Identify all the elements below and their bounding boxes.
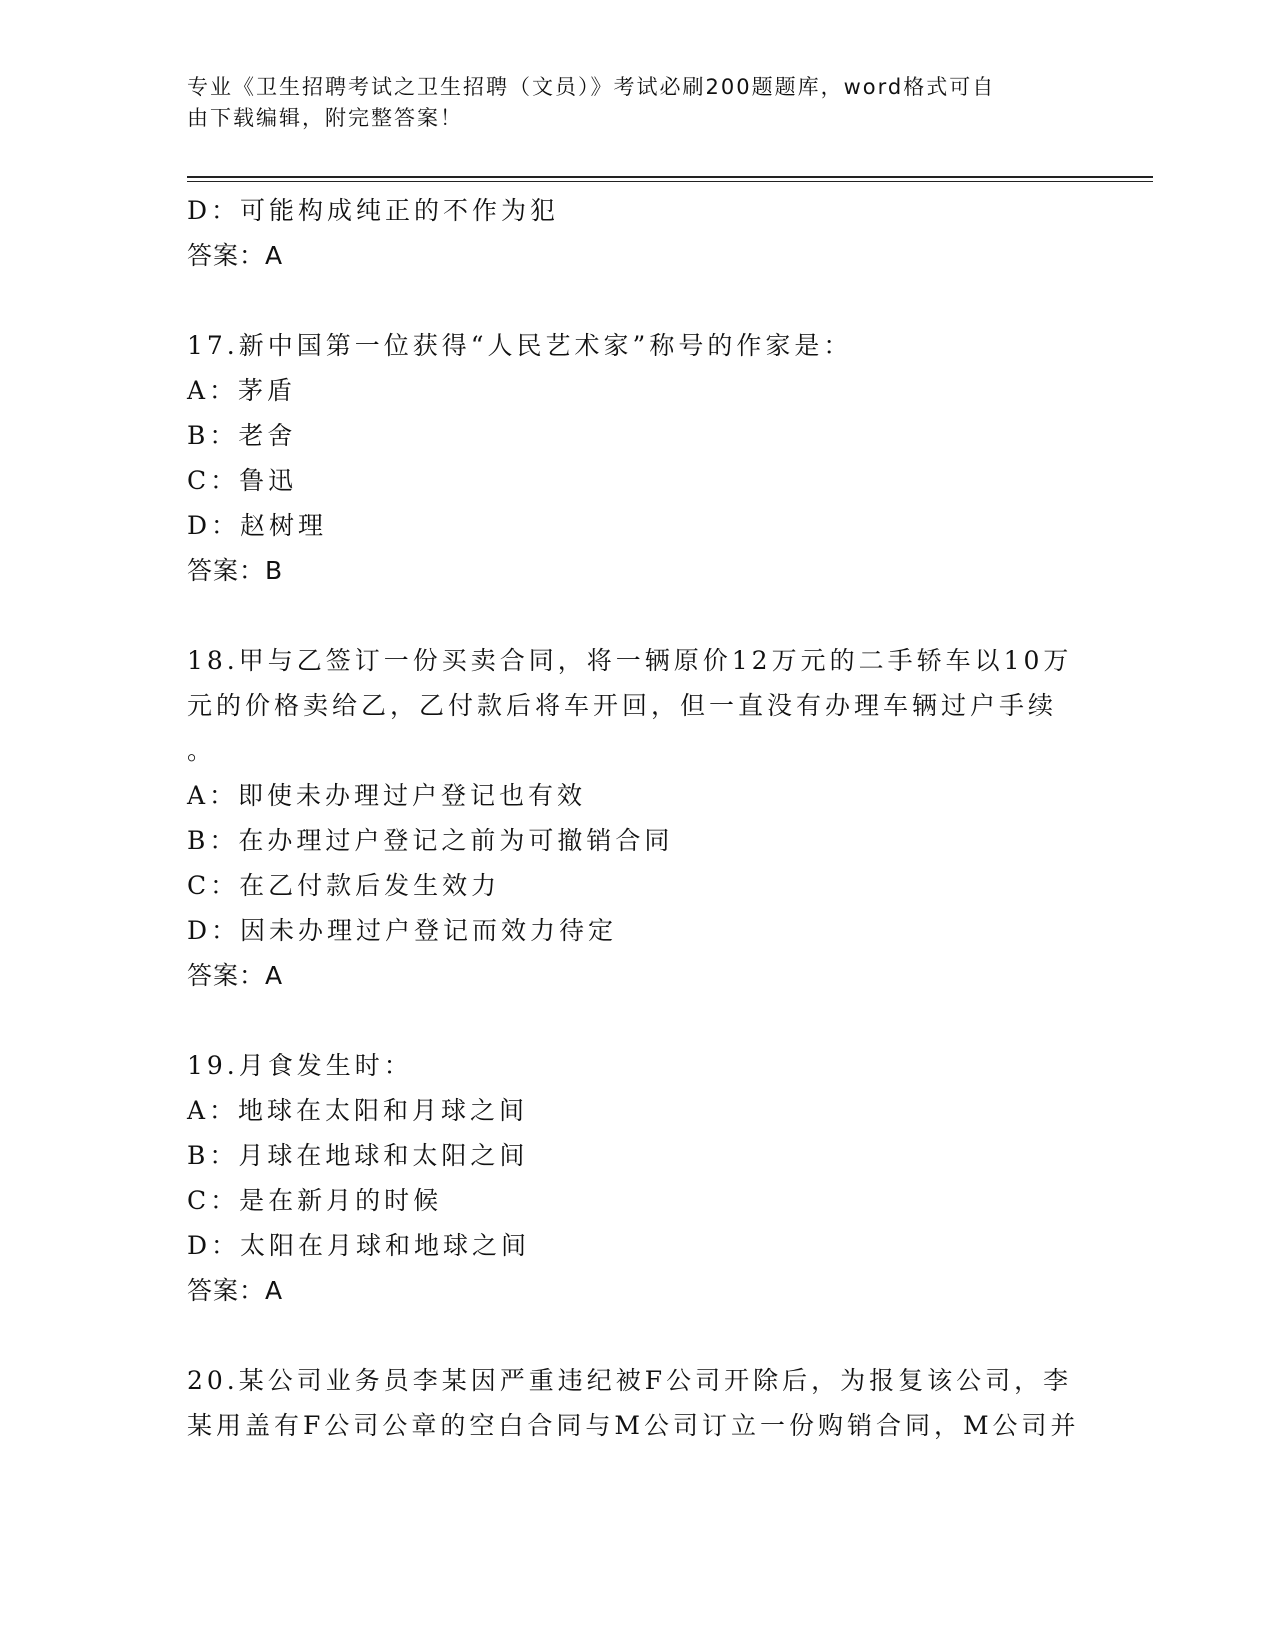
question-stem: 19.月食发生时：: [187, 1051, 413, 1080]
question-20: [187, 1358, 1087, 1448]
header-line-1: 专业《卫生招聘考试之卫生招聘（文员）》考试必刷200题题库，word格式可自: [187, 75, 996, 99]
option-d: D：赵树理: [187, 511, 328, 540]
question-18: [187, 638, 1087, 998]
header-divider-thick: [187, 176, 1153, 178]
option-a: A：茅盾: [187, 376, 297, 405]
option-b: B：在办理过户登记之前为可撤销合同: [187, 826, 674, 855]
option-c: C：在乙付款后发生效力: [187, 871, 501, 900]
answer: 答案：A: [187, 961, 284, 990]
question-stem-line-1: 20.某公司业务员李某因严重违纪被F公司开除后，为报复该公司，李: [187, 1366, 1073, 1395]
option-c: C：鲁迅: [187, 466, 298, 495]
question-stem-line-2: 某用盖有F公司公章的空白合同与M公司订立一份购销合同，M公司并: [187, 1411, 1080, 1440]
question-stem-line-3: 。: [187, 736, 217, 765]
option-d: D：因未办理过户登记而效力待定: [187, 916, 618, 945]
answer: 答案：A: [187, 1276, 284, 1305]
header-divider-thin: [187, 181, 1153, 182]
question-stem-line-2: 元的价格卖给乙，乙付款后将车开回，但一直没有办理车辆过户手续: [187, 691, 1058, 720]
answer: 答案：B: [187, 556, 284, 585]
header-line-2: 由下载编辑，附完整答案！: [187, 106, 463, 130]
question-17: [187, 323, 1087, 593]
answer: 答案：A: [187, 241, 284, 270]
option-c: C：是在新月的时候: [187, 1186, 443, 1215]
option-a: A：即使未办理过户登记也有效: [187, 781, 587, 810]
question-stem-line-1: 18.甲与乙签订一份买卖合同，将一辆原价12万元的二手轿车以10万: [187, 646, 1073, 675]
option-d: D：可能构成纯正的不作为犯: [187, 196, 560, 225]
option-b: B：老舍: [187, 421, 297, 450]
question-stem: 17.新中国第一位获得“人民艺术家”称号的作家是：: [187, 331, 853, 360]
option-d: D：太阳在月球和地球之间: [187, 1231, 531, 1260]
option-a: A：地球在太阳和月球之间: [187, 1096, 529, 1125]
question-previous: [187, 188, 1087, 278]
document-header: [187, 72, 1067, 134]
question-list: [187, 188, 1087, 1448]
option-b: B：月球在地球和太阳之间: [187, 1141, 529, 1170]
question-19: [187, 1043, 1087, 1313]
